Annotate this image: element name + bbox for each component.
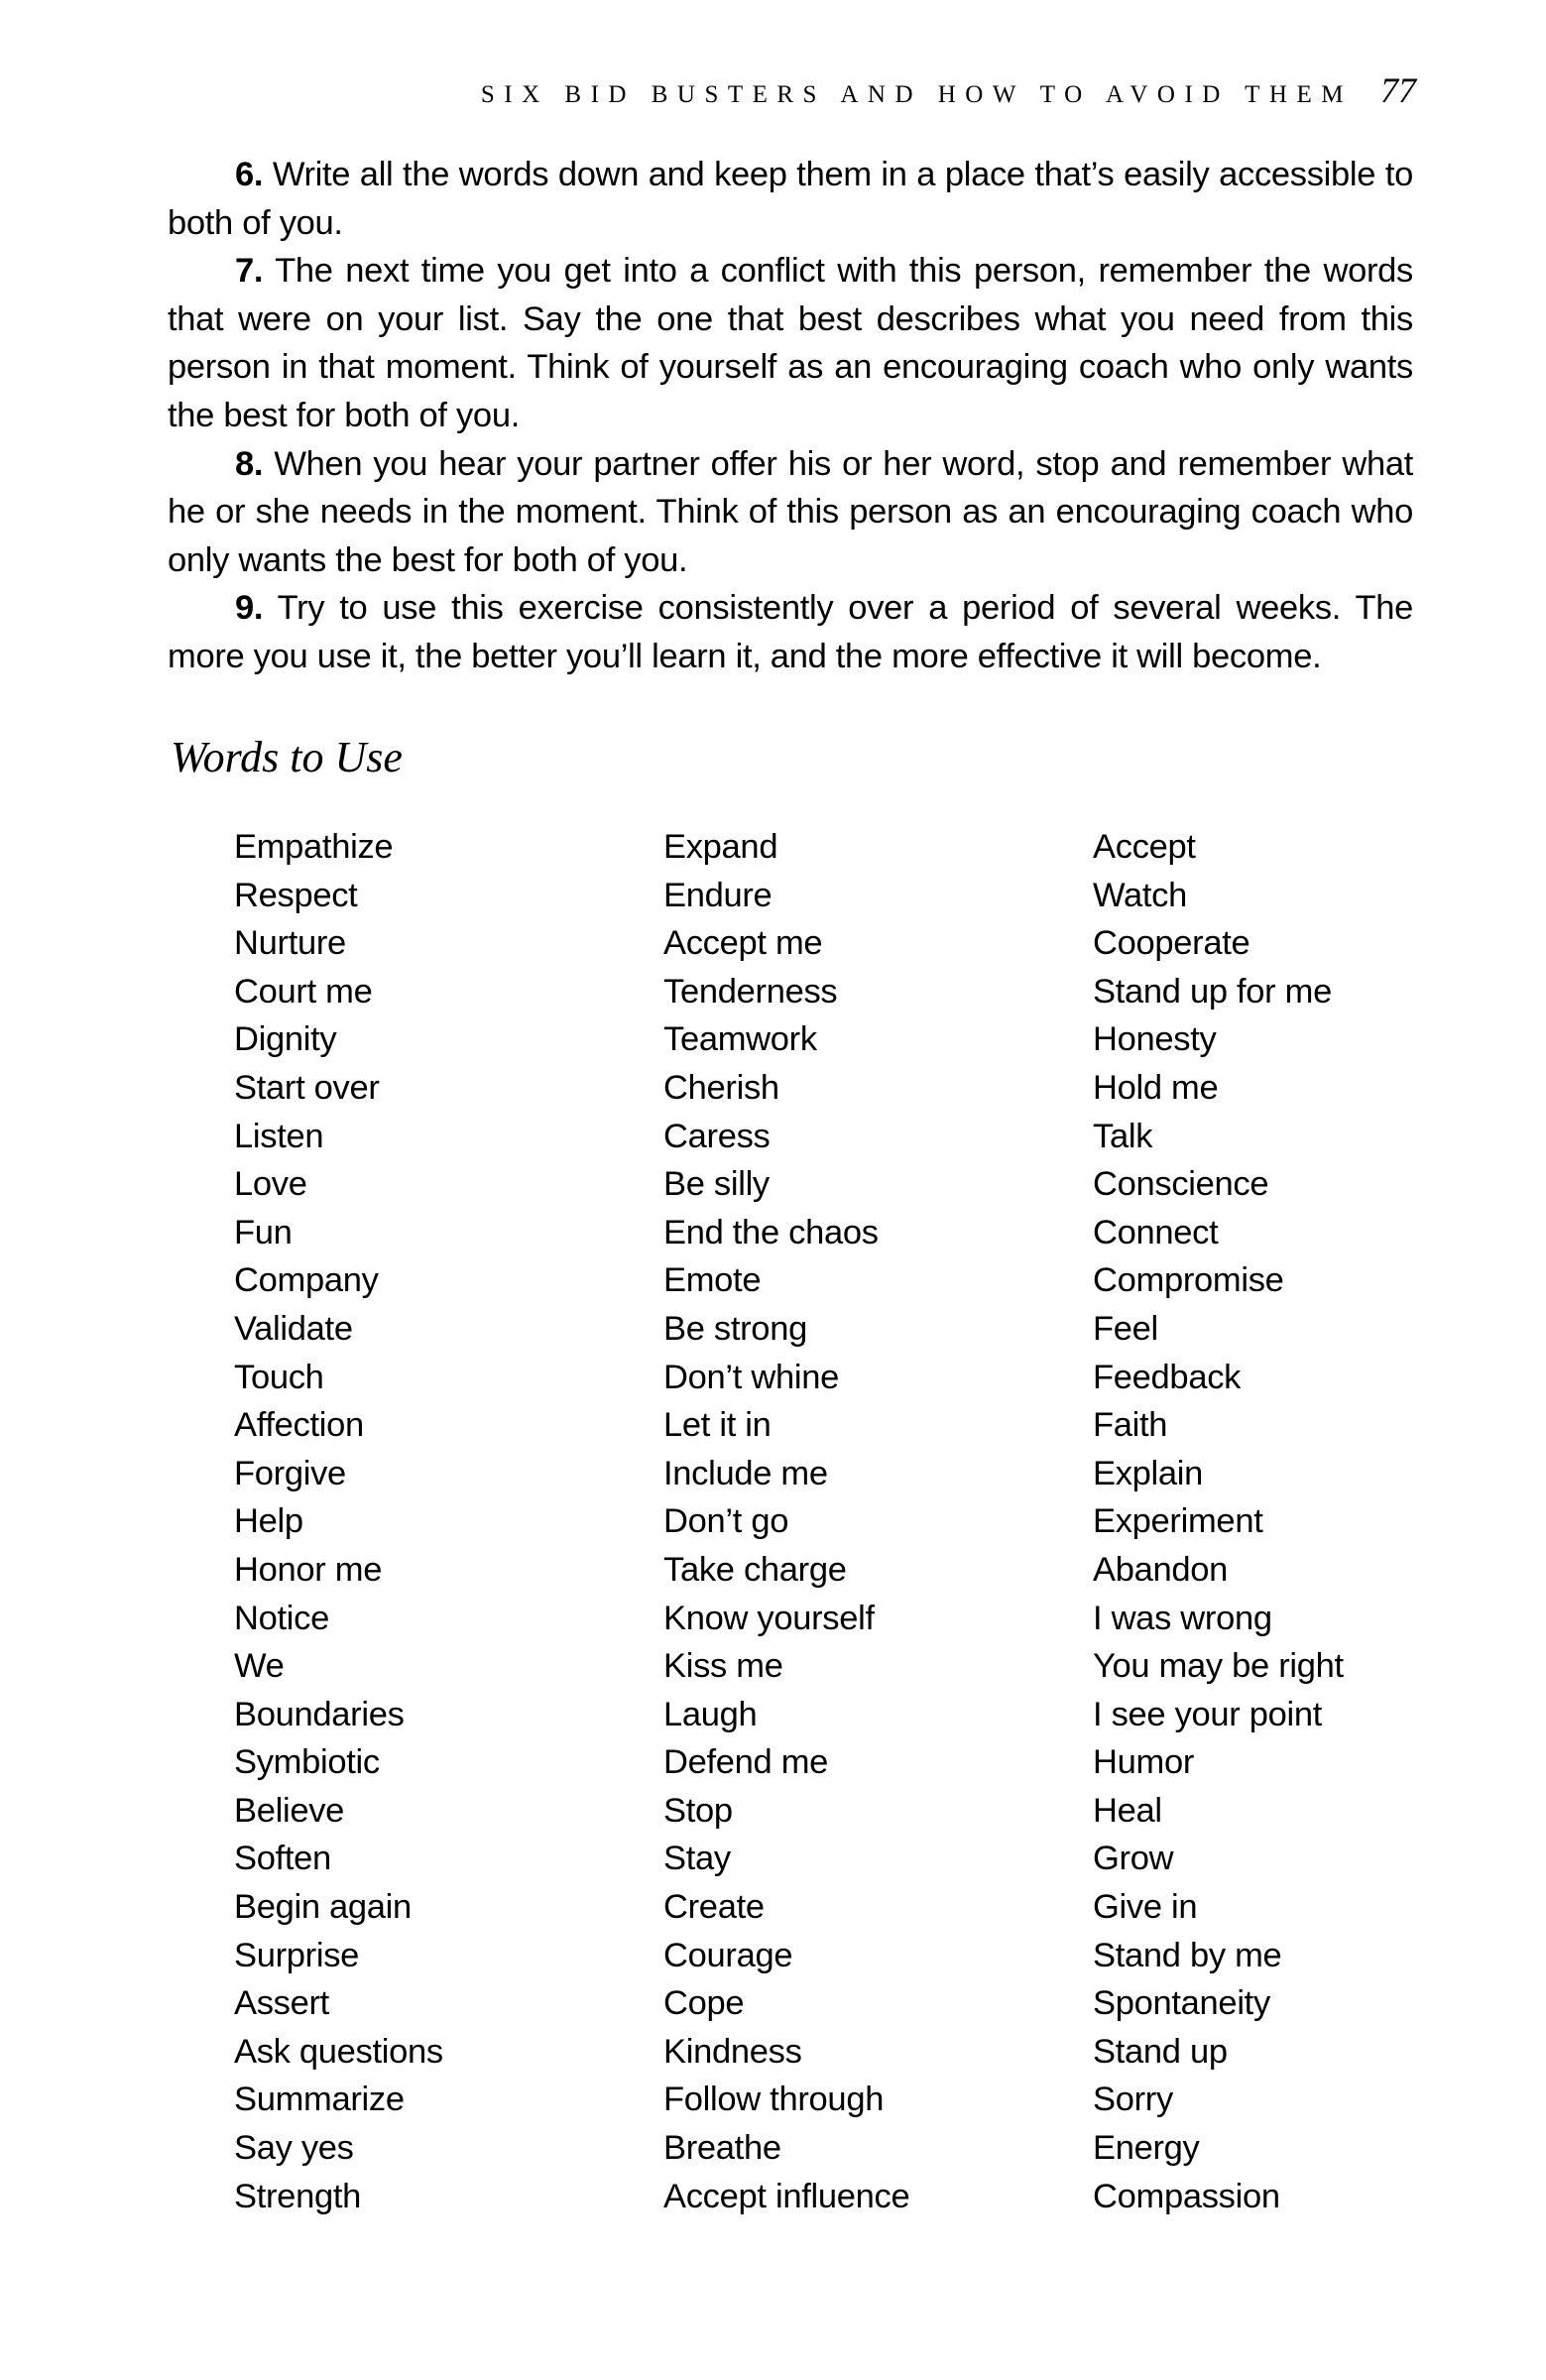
running-title: SIX BID BUSTERS AND HOW TO AVOID THEM (480, 81, 1353, 108)
list-item: Start over (234, 1068, 380, 1107)
list-item: Compassion (1093, 2177, 1280, 2215)
list-item: Validate (234, 1309, 353, 1348)
list-item: Emote (663, 1261, 762, 1300)
step-text: Write all the words down and keep them in a place that’s easily accessible to both of you. (168, 156, 1413, 242)
list-item: Cope (663, 1984, 745, 2023)
list-item: Honor me (234, 1550, 383, 1589)
list-item: Teamwork (663, 1020, 817, 1059)
list-item: Affection (234, 1406, 364, 1445)
list-item: Accept me (663, 924, 823, 963)
list-item: I see your point (1093, 1695, 1323, 1733)
word-list (234, 823, 1424, 2220)
list-item: Respect (234, 876, 358, 914)
list-item: Fun (234, 1213, 293, 1251)
list-item: You may be right (1093, 1647, 1344, 1686)
list-item: Touch (234, 1358, 324, 1396)
list-item: Surprise (234, 1936, 360, 1974)
list-item: Courage (663, 1936, 793, 1974)
page-number: 77 (1380, 70, 1416, 110)
list-item: Say yes (234, 2129, 354, 2168)
list-item: Caress (663, 1117, 771, 1155)
list-item: Help (234, 1502, 303, 1541)
list-item: Laugh (663, 1695, 758, 1733)
list-item: Be silly (663, 1165, 770, 1204)
list-item: Spontaneity (1093, 1984, 1270, 2023)
list-item: Stand up for me (1093, 972, 1332, 1011)
list-item: Defend me (663, 1743, 829, 1782)
step-number: 6. (235, 156, 264, 193)
list-item: Faith (1093, 1406, 1168, 1445)
list-item: Give in (1093, 1888, 1198, 1927)
list-item: Expand (663, 828, 778, 866)
list-item: Dignity (234, 1020, 337, 1059)
step-6 (168, 151, 1413, 247)
list-item: Cooperate (1093, 924, 1250, 963)
word-column-2 (663, 823, 1093, 2220)
list-item: Talk (1093, 1117, 1153, 1155)
list-item: Cherish (663, 1068, 779, 1107)
list-item: End the chaos (663, 1213, 879, 1251)
list-item: Be strong (663, 1309, 807, 1348)
section-heading: Words to Use (171, 733, 403, 781)
list-item: Connect (1093, 1213, 1219, 1251)
list-item: Begin again (234, 1888, 412, 1927)
list-item: Watch (1093, 876, 1187, 914)
list-item: Feel (1093, 1309, 1158, 1348)
list-item: Don’t whine (663, 1358, 839, 1396)
list-item: Stop (663, 1791, 733, 1830)
list-item: I was wrong (1093, 1599, 1272, 1637)
list-item: Create (663, 1888, 765, 1927)
list-item: Empathize (234, 828, 394, 866)
list-item: Heal (1093, 1791, 1162, 1830)
list-item: Compromise (1093, 1261, 1284, 1300)
list-item: Experiment (1093, 1502, 1263, 1541)
list-item: Kindness (663, 2032, 802, 2071)
numbered-steps (168, 151, 1413, 681)
step-8 (168, 440, 1413, 585)
list-item: Honesty (1093, 1020, 1217, 1059)
list-item: Soften (234, 1840, 331, 1878)
step-text: The next time you get into a conflict with this person, remember the words that were on your list. Say the one that best describes what you need from this person in that moment. Think of yourself as an encouraging coach who only wants the best for both of you. (168, 252, 1413, 434)
list-item: Explain (1093, 1454, 1204, 1492)
list-item: Endure (663, 876, 773, 914)
list-item: Include me (663, 1454, 828, 1492)
list-item: Company (234, 1261, 379, 1300)
step-9 (168, 584, 1413, 680)
list-item: Stand up (1093, 2032, 1228, 2071)
list-item: Sorry (1093, 2081, 1173, 2119)
list-item: Conscience (1093, 1165, 1269, 1204)
word-column-3 (1093, 823, 1424, 2220)
step-number: 8. (235, 444, 264, 483)
word-column-1 (234, 823, 663, 2220)
list-item: Tenderness (663, 972, 838, 1011)
list-item: Accept influence (663, 2177, 910, 2215)
list-item: Energy (1093, 2129, 1200, 2168)
list-item: Follow through (663, 2081, 885, 2119)
list-item: Take charge (663, 1550, 847, 1589)
list-item: Court me (234, 972, 373, 1011)
list-item: Let it in (663, 1406, 772, 1445)
list-item: Kiss me (663, 1647, 783, 1686)
list-item: Listen (234, 1117, 324, 1155)
list-item: Feedback (1093, 1358, 1242, 1396)
step-number: 7. (235, 252, 264, 291)
list-item: Summarize (234, 2081, 405, 2119)
list-item: Abandon (1093, 1550, 1229, 1589)
list-item: Believe (234, 1791, 345, 1830)
step-text: When you hear your partner offer his or her word, stop and remember what he or she needs in the moment. Think of this person as an encouraging coach who only wants the best for both of you. (168, 444, 1413, 579)
list-item: We (234, 1647, 285, 1686)
list-item: Assert (234, 1984, 329, 2023)
step-text: Try to use this exercise consistently over a period of several weeks. The more you use it, the better you’ll learn it, and the more effective it will become. (168, 589, 1413, 675)
list-item: Ask questions (234, 2032, 443, 2071)
list-item: Love (234, 1165, 307, 1204)
step-7 (168, 247, 1413, 439)
list-item: Hold me (1093, 1068, 1219, 1107)
list-item: Stay (663, 1840, 731, 1878)
list-item: Notice (234, 1599, 329, 1637)
list-item: Know yourself (663, 1599, 875, 1637)
list-item: Humor (1093, 1743, 1195, 1782)
running-head (0, 69, 1416, 111)
list-item: Boundaries (234, 1695, 405, 1733)
list-item: Stand by me (1093, 1936, 1282, 1974)
list-item: Nurture (234, 924, 346, 963)
list-item: Grow (1093, 1840, 1174, 1878)
list-item: Breathe (663, 2129, 781, 2168)
list-item: Forgive (234, 1454, 346, 1492)
list-item: Accept (1093, 828, 1196, 866)
list-item: Symbiotic (234, 1743, 380, 1782)
list-item: Strength (234, 2177, 362, 2215)
step-number: 9. (235, 589, 264, 628)
list-item: Don’t go (663, 1502, 789, 1541)
